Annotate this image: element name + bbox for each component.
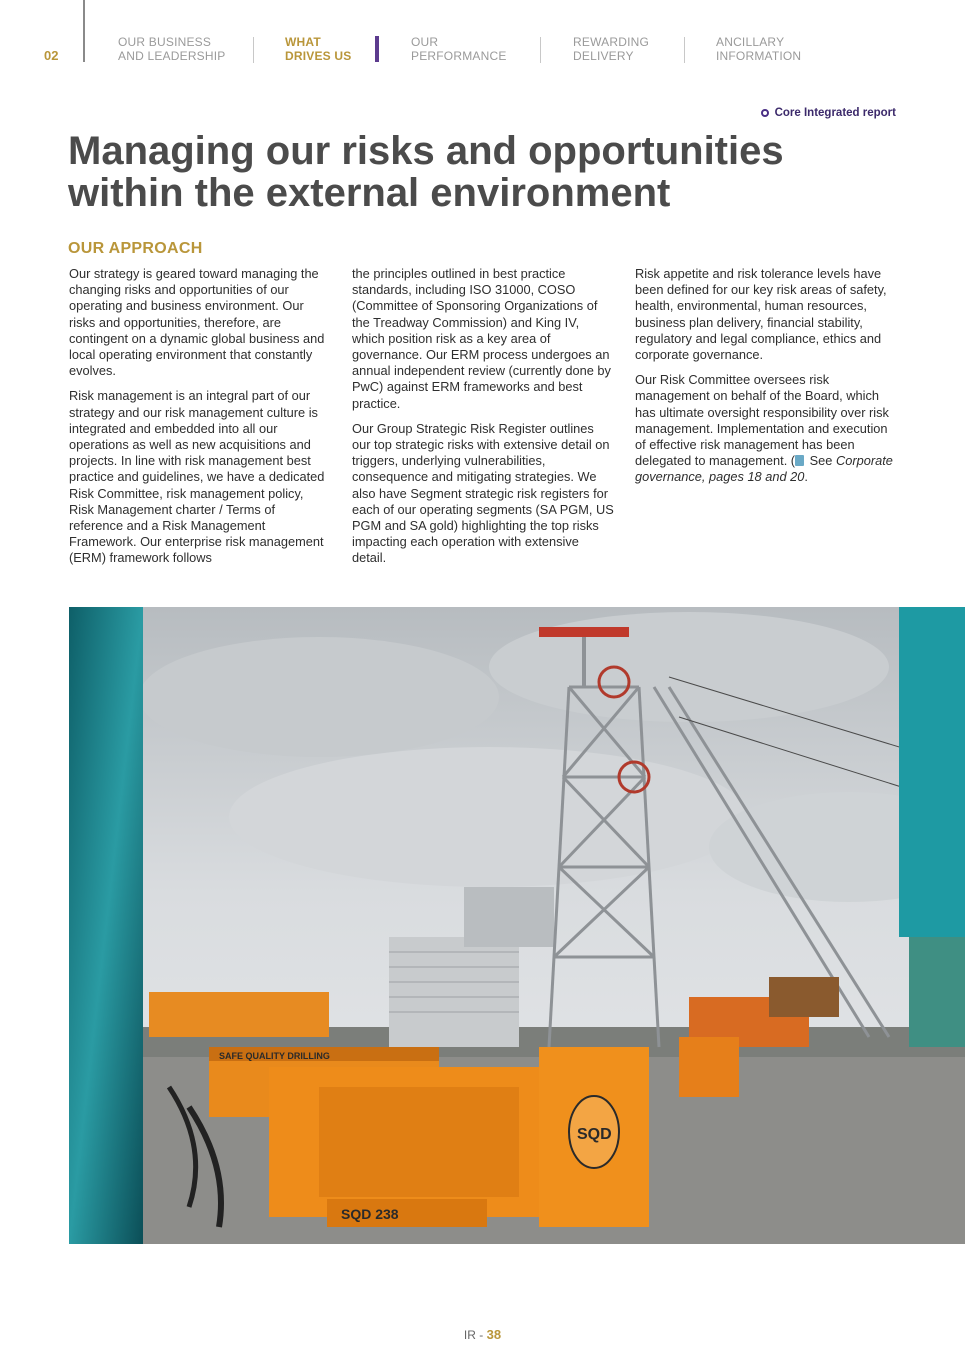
- page-number: 38: [486, 1327, 502, 1342]
- nav-item-our-performance[interactable]: OUR PERFORMANCE: [411, 35, 507, 63]
- mine-headgear-photo: [69, 607, 965, 1244]
- bullet-circle-icon: [761, 109, 769, 117]
- section-number: 02: [44, 48, 59, 63]
- section-subheading: OUR APPROACH: [68, 240, 203, 257]
- machine-logo: SQD: [577, 1126, 612, 1143]
- text-column-3: [635, 266, 900, 495]
- nav-separator: [540, 37, 541, 63]
- nav-divider: [83, 0, 85, 62]
- paragraph: Risk management is an integral part of our strategy and our risk management culture is integrated and embedded into all our operations as well as new acquisitions and projects. In line with risk management best practice and guidelines, we have a dedicated Risk Committee, risk management policy, Risk Management charter / Terms of reference and a Risk Management Framework. Our enterprise risk management (ERM) framework follows: [69, 388, 325, 566]
- text-column-1: [69, 266, 331, 576]
- nav-separator: [253, 37, 254, 63]
- nav-item-rewarding-delivery[interactable]: REWARDING DELIVERY: [573, 35, 650, 63]
- report-tag: Core Integrated report: [761, 107, 896, 119]
- text-column-2: [352, 266, 614, 576]
- paragraph: the principles outlined in best practice standards, including ISO 31000, COSO (Committee of Sponsoring Organizations of the Treadway Commission) and King IV, which position risk as a key area of governance. Our ERM process undergoes an annual independent review (currently done by PwC) against ERM frameworks and best practice.: [352, 266, 611, 411]
- page-title: Managing our risks and opportunities within the external environment: [68, 129, 784, 215]
- paragraph: Our Risk Committee oversees risk management on behalf of the Board, which has ultimate oversight responsibility over risk management. Implementation and execution of effective risk management has been delegated to management. ( See Corporate governance, pages 18 and 20.: [635, 372, 893, 485]
- photo-illustration: [69, 607, 965, 1244]
- paragraph: Our strategy is geared toward managing the changing risks and opportunities of our operating and business environment. Our risks and opportunities, therefore, are contingent on a dynamic global business and local operating environment that constantly evolves.: [69, 266, 325, 379]
- nav-separator: [684, 37, 685, 63]
- paragraph: Our Group Strategic Risk Register outlines our top strategic risks with extensive detail on triggers, underlying vulnerabilities, consequence and mitigating strategies. We also have Segment strategic risk registers for each of our operating segments (SA PGM, US PGM and SA gold) highlighting the top risks impacting each operation with extensive detail.: [352, 420, 614, 566]
- nav-item-ancillary-information[interactable]: ANCILLARY INFORMATION: [716, 35, 802, 63]
- paragraph: Risk appetite and risk tolerance levels have been defined for our key risk areas of safety, health, environmental, human resources, business plan delivery, financial stability, regulatory and legal compliance, ethics and corporate governance.: [635, 266, 887, 363]
- machine-label: SAFE QUALITY DRILLING: [219, 1051, 330, 1061]
- page-footer: IR - 38: [463, 1327, 502, 1342]
- nav-item-our-business[interactable]: OUR BUSINESS AND LEADERSHIP: [118, 35, 226, 63]
- corporate-governance-link[interactable]: Corporate governance: [635, 453, 893, 485]
- top-navigation: [0, 0, 965, 80]
- nav-active-marker: [375, 36, 379, 62]
- nav-item-what-drives-us[interactable]: WHAT DRIVES US: [285, 35, 352, 63]
- document-reference-icon: [795, 455, 804, 466]
- machine-number: SQD 238: [341, 1206, 399, 1222]
